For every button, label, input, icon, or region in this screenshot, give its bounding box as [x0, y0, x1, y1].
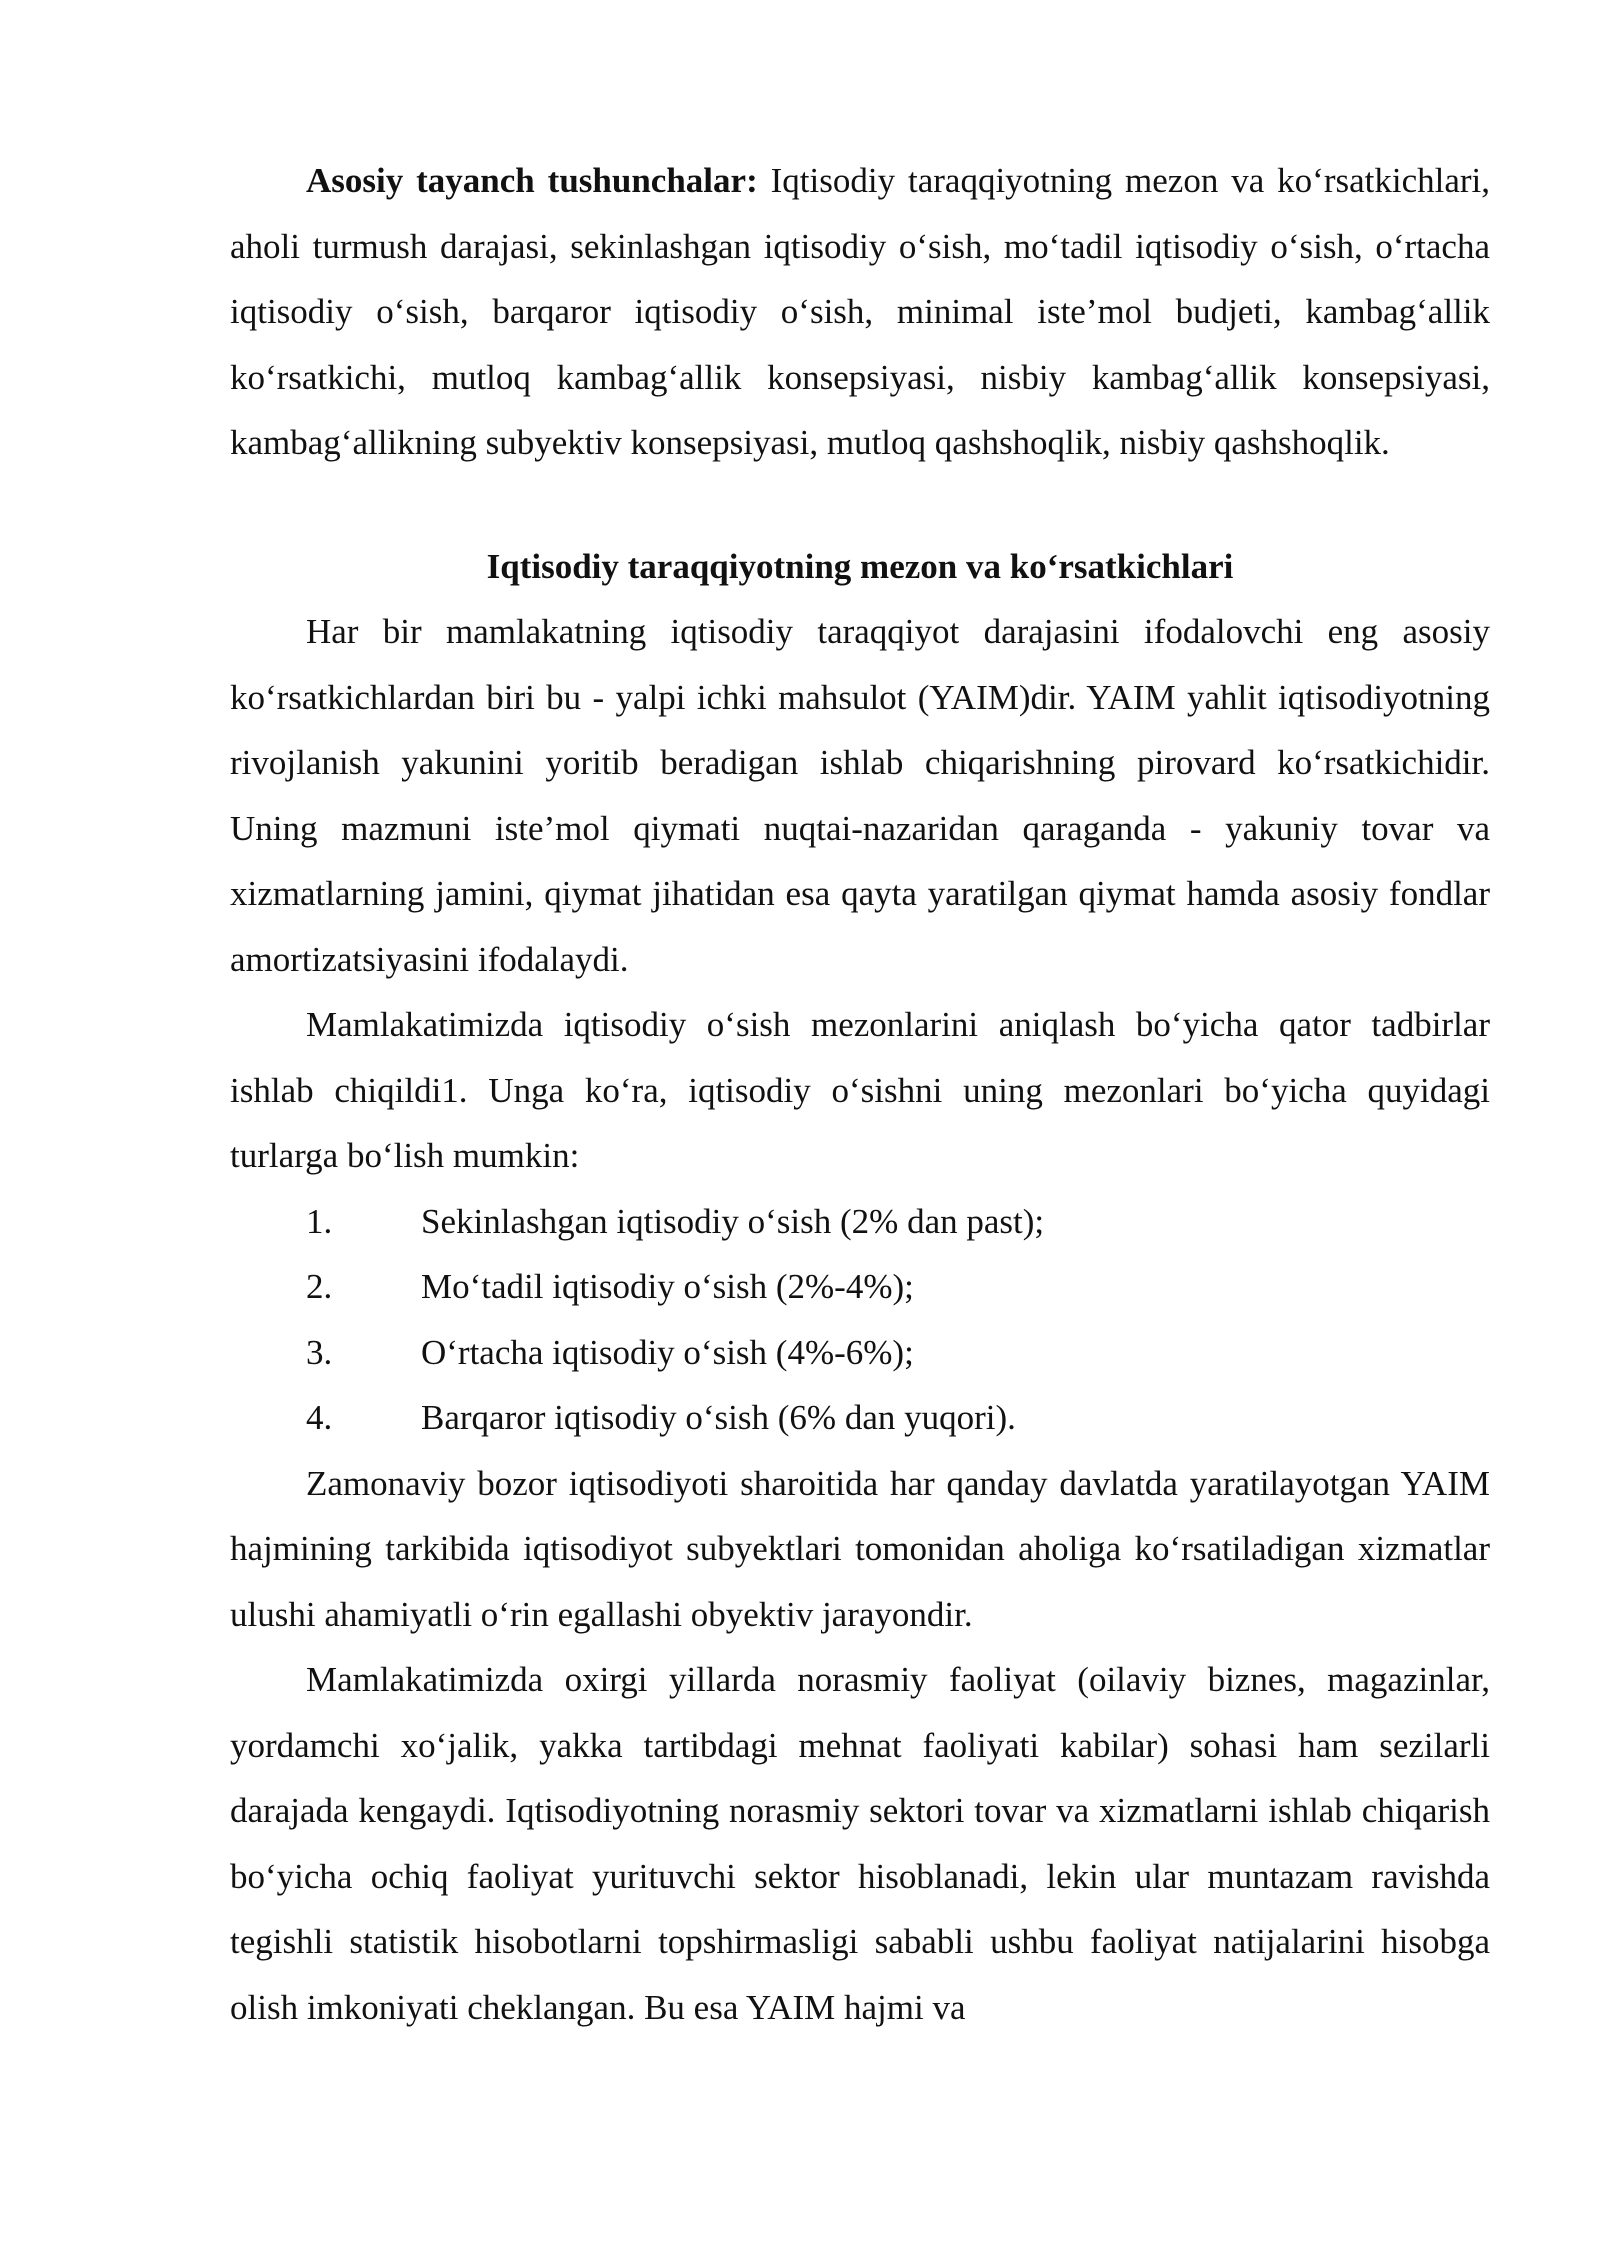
list-item-number: 2.	[306, 1267, 333, 1306]
list-item-number: 1.	[306, 1201, 333, 1241]
list-item	[230, 1254, 1490, 1320]
list-item-number: 3.	[306, 1332, 333, 1372]
list-item-number: 4.	[306, 1398, 333, 1437]
paragraph-informal-sector: Mamlakatimizda oxirgi yillarda norasmiy faoliyat (oilaviy biznes, magazinlar, yordamchi xo‘jalik, yakka tartibdagi mehnat faoliyati kabilar) sohasi ham sezilarli darajada kengaydi. Iqtisodiyotning norasmiy sektori tovar va xizmatlarni ishlab chiqarish bo‘yicha ochiq faoliyat yurituvchi sektor hisoblanadi, lekin ular muntazam ravishda tegishli statistik hisobotlarni topshirmasligi sababli ushbu faoliyat natijalarini hisobga olish imkoniyati cheklangan. Bu esa YAIM hajmi va	[230, 1660, 1490, 2027]
paragraph-gdp-definition: Har bir mamlakatning iqtisodiy taraqqiyot darajasini ifodalovchi eng asosiy ko‘rsatkichlardan biri bu - yalpi ichki mahsulot (YAIM)dir. YAIM yahlit iqtisodiyotning rivojlanish yakunini yoritib beradigan ishlab chiqarishning pirovard ko‘rsatkichidir. Uning mazmuni iste’mol qiymati nuqtai-nazaridan qaraganda - yakuniy tovar va xizmatlarning jamini, qiymat jihatidan esa qayta yaratilgan qiymat hamda asosiy fondlar amortizatsiyasini ifodalaydi.	[230, 612, 1490, 979]
document-page	[230, 148, 1490, 2040]
list-item	[230, 1189, 1490, 1255]
section-spacer	[230, 476, 1490, 534]
growth-types-list	[230, 1189, 1490, 1451]
section-title: Iqtisodiy taraqqiyotning mezon va ko‘rsatkichlari	[486, 546, 1234, 586]
list-item-text: Sekinlashgan iqtisodiy o‘sish (2% dan past);	[421, 1201, 1045, 1241]
key-terms-paragraph	[230, 148, 1490, 476]
list-item-text: O‘rtacha iqtisodiy o‘sish (4%-6%);	[421, 1332, 914, 1372]
list-item	[230, 1385, 1490, 1451]
paragraph-growth-criteria: Mamlakatimizda iqtisodiy o‘sish mezonlarini aniqlash bo‘yicha qator tadbirlar ishlab chiqildi1. Unga ko‘ra, iqtisodiy o‘sishni uning mezonlari bo‘yicha quyidagi turlarga bo‘lish mumkin:	[230, 1005, 1490, 1175]
list-item-text: Barqaror iqtisodiy o‘sish (6% dan yuqori).	[421, 1398, 1016, 1437]
key-terms-text: Iqtisodiy taraqqiyotning mezon va ko‘rsatkichlari, aholi turmush darajasi, sekinlashgan iqtisodiy o‘sish, mo‘tadil iqtisodiy o‘sish, o‘rtacha iqtisodiy o‘sish, barqaror iqtisodiy o‘sish, minimal iste’mol budjeti, kambag‘allik ko‘rsatkichi, mutloq kambag‘allik konsepsiyasi, nisbiy kambag‘allik konsepsiyasi, kambag‘allikning subyektiv konsepsiyasi, mutloq qashshoqlik, nisbiy qashshoqlik.	[230, 161, 1490, 462]
key-terms-label: Asosiy tayanch tushunchalar:	[306, 161, 758, 200]
paragraph-services-share: Zamonaviy bozor iqtisodiyoti sharoitida har qanday davlatda yaratilayotgan YAIM hajmining tarkibida iqtisodiyot subyektlari tomonidan aholiga ko‘rsatiladigan xizmatlar ulushi ahamiyatli o‘rin egallashi obyektiv jarayondir.	[230, 1463, 1490, 1634]
list-item-text: Mo‘tadil iqtisodiy o‘sish (2%-4%);	[421, 1267, 914, 1306]
list-item	[230, 1320, 1490, 1386]
